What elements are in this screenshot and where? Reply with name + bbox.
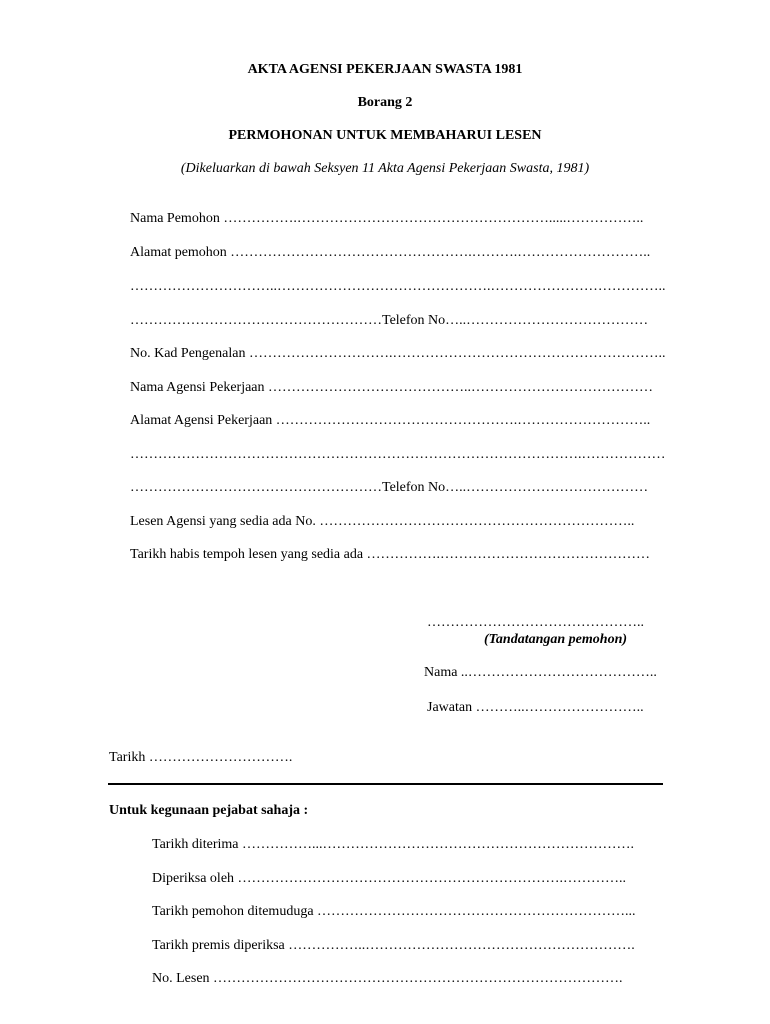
field-applicant-address-line2: …………………………..……………………………………….……………………………….. (130, 279, 666, 294)
field-applicant-name: Nama Pemohon …………….……………………………………………….....…………….. (130, 211, 644, 226)
signatory-name-line: Nama ..………………………………….. (424, 665, 657, 680)
issued-under-note: (Dikeluarkan di bawah Seksyen 11 Akta Agensi Pekerjaan Swasta, 1981) (180, 161, 590, 176)
office-use-title: Untuk kegunaan pejabat sahaja : (109, 803, 309, 818)
field-agency-address-line2: …………………………………………………………………………………….……………… (130, 447, 666, 462)
field-applicant-telephone: ………………………………………………Telefon No…..………………………………… (130, 313, 649, 328)
office-interview-date: Tarikh pemohon ditemuduga …………………………………………………………... (152, 904, 636, 919)
signatory-position-line: Jawatan ………..…………………….. (427, 700, 644, 715)
field-agency-address: Alamat Agensi Pekerjaan …………………………………………….……………………….. (130, 413, 651, 428)
office-date-received: Tarikh diterima ……………...…………………………………………………………. (152, 837, 634, 852)
office-checked-by: Diperiksa oleh …………………………………………………………….………….. (152, 871, 627, 886)
office-premises-inspection-date: Tarikh premis diperiksa ……………..…………………………………………………. (152, 938, 635, 953)
signature-line: ……………………………………….. (427, 615, 644, 630)
field-licence-expiry-date: Tarikh habis tempoh lesen yang sedia ada …………….……………………………………… (130, 547, 651, 562)
field-applicant-address: Alamat pemohon …………………………………………….……….……………………….. (130, 245, 651, 260)
field-existing-licence-number: Lesen Agensi yang sedia ada No. ………………………………………………………….. (130, 514, 635, 529)
act-title: AKTA AGENSI PEKERJAAN SWASTA 1981 (247, 62, 523, 77)
form-number: Borang 2 (357, 95, 413, 110)
field-ic-number: No. Kad Pengenalan ………………………….………………………………………………….. (130, 346, 666, 361)
office-divider (108, 783, 663, 785)
office-licence-number: No. Lesen ……………………………………………………………………………. (152, 971, 623, 986)
signature-label: (Tandatangan pemohon) (484, 632, 628, 647)
field-agency-name: Nama Agensi Pekerjaan ……………………………………..………………………………… (130, 380, 654, 395)
field-agency-telephone: ………………………………………………Telefon No…..………………………………… (130, 480, 649, 495)
form-title: PERMOHONAN UNTUK MEMBAHARUI LESEN (228, 128, 542, 143)
date-line: Tarikh …………………………. (109, 750, 293, 765)
